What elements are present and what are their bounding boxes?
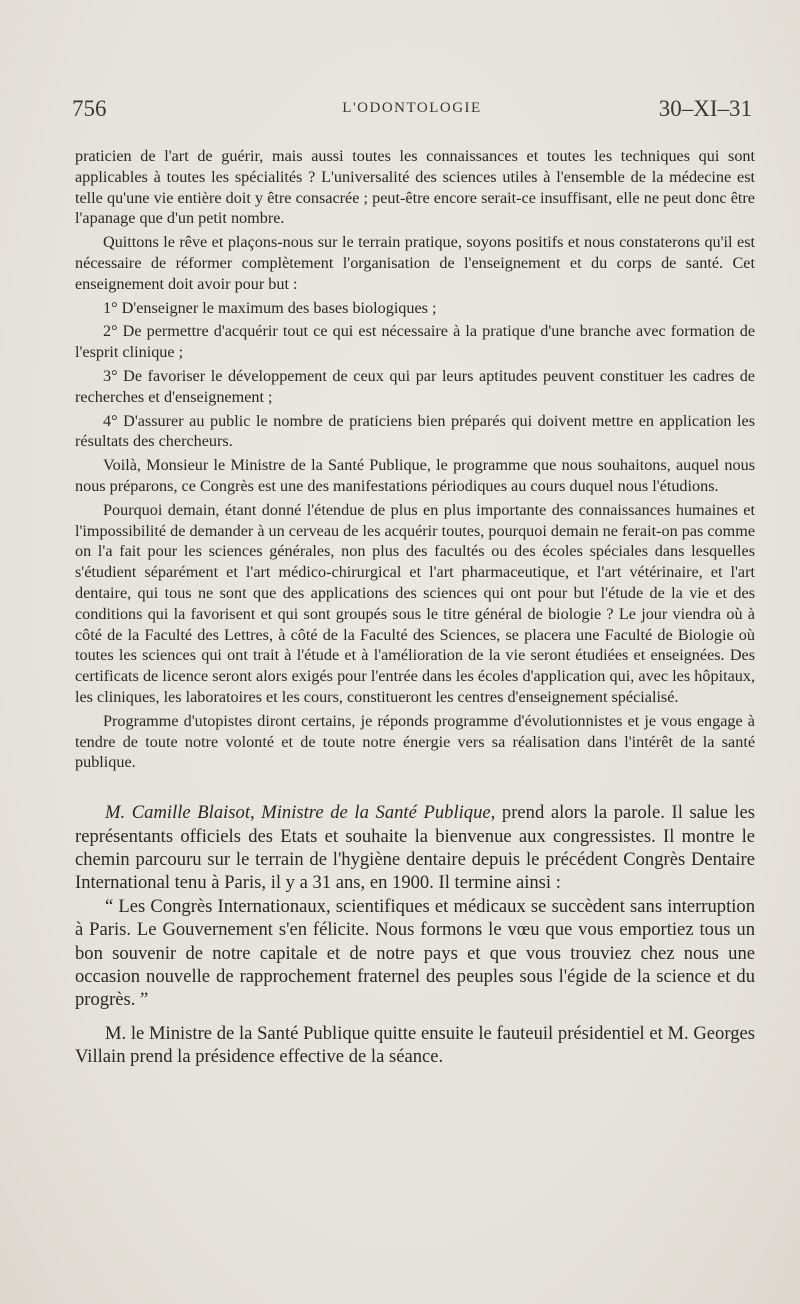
paragraph: M. le Ministre de la Santé Publique quitte ensuite le fauteuil présidentiel et M. Georges Villain prend la présidence effective de la séance. (75, 1022, 755, 1068)
paragraph: praticien de l'art de guérir, mais aussi toutes les connaissances et toutes les techniques qui sont applicables à toutes les spécialités ? L'universalité des sciences utiles à l'ensemble de la médecine est telle qu'une vie entière doit y être consacrée ; peut-être encore serait-ce insuffisant, elle ne peut donc être l'apanage que d'un petit nombre. (75, 147, 755, 228)
quotation: “ Les Congrès Internationaux, scientifiques et médicaux se succèdent sans interruption à Paris. Le Gouvernement s'en félicite. Nous formons le vœu que vous emportiez tous un bon souvenir de notre capitale et de notre pays et que vous trouviez chez nous une occasion nouvelle de rapprochement fraternel des peuples sous l'égide de la science et du progrès. ” (75, 895, 755, 1011)
journal-title: L'ODONTOLOGIE (342, 100, 482, 116)
paragraph-text: prend alors la parole. Il salue les représentants officiels des Etats et souhaite la bienvenue aux congressistes. Il montre le chemin parcouru sur le terrain de l'hygiène dentaire depuis le précédent Congrès Dentaire International tenu à Paris, il y a 31 ans, en 1900. Il termine ainsi : (75, 802, 756, 894)
page-number: 756 (72, 96, 107, 121)
list-item: 3° De favoriser le développement de ceux qui par leurs aptitudes peuvent constituer les cadres de recherches et d'enseignement ; (75, 366, 755, 406)
speaker-name: M. Camille Blaisot, Ministre de la Santé Publique, (105, 802, 496, 824)
paragraph: Quittons le rêve et plaçons-nous sur le terrain pratique, soyons positifs et nous constaterons qu'il est nécessaire de réformer complètement l'organisation de l'enseignement et du corps de santé. Cet enseignement doit avoir pour but : (75, 233, 755, 293)
list-item: 1° D'enseigner le maximum des bases biologiques ; (103, 298, 437, 317)
paragraph (75, 801, 755, 895)
issue-date: 30–XI–31 (658, 96, 752, 121)
page-body (75, 146, 755, 1069)
running-header (72, 96, 752, 126)
paragraph: Programme d'utopistes diront certains, je réponds programme d'évolutionnistes et je vous engage à tendre de toute notre volonté et de toute notre énergie vers sa réalisation dans l'intérêt de la santé publique. (75, 711, 755, 772)
speech-section (75, 146, 755, 773)
minister-section (75, 801, 755, 1068)
list-item: 4° D'assurer au public le nombre de praticiens bien préparés qui doivent mettre en application les résultats des chercheurs. (75, 411, 755, 451)
paragraph: Voilà, Monsieur le Ministre de la Santé Publique, le programme que nous souhaitons, auquel nous nous préparons, ce Congrès est une des manifestations périodiques au cours duquel nous l'étudions. (75, 456, 755, 495)
list-item: 2° De permettre d'acquérir tout ce qui est nécessaire à la pratique d'une branche avec formation de l'esprit clinique ; (75, 322, 755, 362)
paragraph: Pourquoi demain, étant donné l'étendue de plus en plus importante des connaissances humaines et l'impossibilité de demander à un cerveau de les acquérir toutes, pourquoi demain ne ferait-on pas comme on l'a fait pour les sciences générales, non plus des facultés ou des écoles spéciales dans lesquelles s'étudient séparément et l'art médico-chirurgical et l'art pharmaceutique, et l'art vétérinaire, et l'art dentaire, qui tous ne sont que des applications des sciences qui ont pour but l'étude de la vie et des conditions qui la favorisent et qui sont groupés sous le titre général de biologie ? Le jour viendra où à côté de la Faculté des Lettres, à côté de la Faculté des Sciences, se placera une Faculté de Biologie où toutes les sciences qui ont trait à l'étude et à l'amélioration de la vie seront étudiées et enseignées. Des certificats de licence seront alors exigés pour l'entrée dans les écoles d'application qui, avec les hôpitaux, les cliniques, les laboratoires et les cours, constitueront les centres d'enseignement spécialisé. (75, 500, 755, 706)
